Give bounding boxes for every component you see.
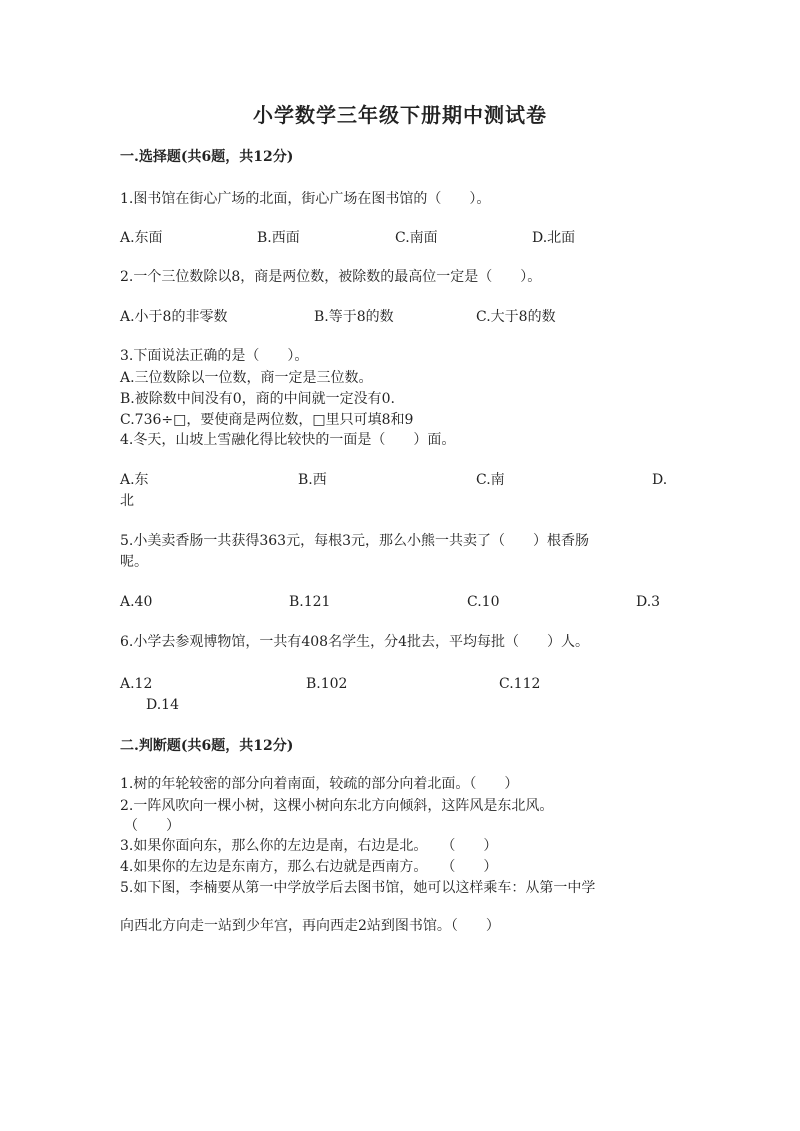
tf-item-3: 3.如果你面向东，那么你的左边是南，右边是北。 （ ）: [120, 838, 498, 854]
q5-option-a[interactable]: A.40: [120, 594, 153, 610]
tf-item-1: 1.树的年轮较密的部分向着南面，较疏的部分向着北面。（ ）: [120, 776, 519, 792]
tf-item-2: 2.一阵风吹向一棵小树，这棵小树向东北方向倾斜，这阵风是东北风。: [120, 798, 554, 814]
q3-option-c[interactable]: C.736÷□，要使商是两位数，□里只可填8和9: [120, 412, 414, 428]
q4-option-b[interactable]: B.西: [298, 472, 327, 488]
q4-option-d[interactable]: D.: [652, 472, 668, 488]
q1-option-d[interactable]: D.北面: [532, 230, 576, 246]
section-2-heading: 二.判断题(共6题，共12分): [120, 738, 294, 754]
q4-option-c[interactable]: C.南: [476, 472, 505, 488]
q6-option-a[interactable]: A.12: [120, 676, 153, 692]
q2-option-a[interactable]: A.小于8的非零数: [120, 309, 228, 325]
q4-stem: 4.冬天，山坡上雪融化得比较快的一面是（ ）面。: [120, 432, 456, 448]
q3-option-b[interactable]: B.被除数中间没有0，商的中间就一定没有0.: [120, 391, 396, 407]
tf-item-5: 5.如下图，李楠要从第一中学放学后去图书馆，她可以这样乘车：从第一中学: [120, 880, 596, 896]
q1-option-a[interactable]: A.东面: [120, 230, 163, 246]
q5-option-d[interactable]: D.3: [636, 594, 661, 610]
page-title: 小学数学三年级下册期中测试卷: [253, 103, 547, 127]
q6-option-d[interactable]: D.14: [146, 697, 179, 713]
q2-stem: 2.一个三位数除以8，商是两位数，被除数的最高位一定是（ ）。: [120, 269, 542, 285]
q4-option-a[interactable]: A.东: [120, 472, 149, 488]
q3-option-a[interactable]: A.三位数除以一位数，商一定是三位数。: [120, 370, 373, 386]
tf-item-5-cont: 向西北方向走一站到少年宫，再向西走2站到图书馆。（ ）: [120, 918, 500, 934]
q6-stem: 6.小学去参观博物馆，一共有408名学生，分4批去，平均每批（ ）人。: [120, 634, 589, 650]
q1-option-b[interactable]: B.西面: [257, 230, 300, 246]
tf-item-4: 4.如果你的左边是东南方，那么右边就是西南方。 （ ）: [120, 859, 498, 875]
q1-stem: 1.图书馆在街心广场的北面，街心广场在图书馆的（ ）。: [120, 191, 491, 207]
q3-stem: 3.下面说法正确的是（ ）。: [120, 348, 309, 364]
q2-option-c[interactable]: C.大于8的数: [476, 309, 556, 325]
section-1-heading: 一.选择题(共6题，共12分): [120, 149, 294, 165]
q5-stem-cont: 呢。: [120, 554, 148, 570]
q6-option-c[interactable]: C.112: [499, 676, 541, 692]
q5-option-c[interactable]: C.10: [467, 594, 500, 610]
tf-item-2-paren: （ ）: [124, 818, 180, 834]
q4-option-d-text: 北: [120, 493, 134, 509]
q5-option-b[interactable]: B.121: [289, 594, 331, 610]
q2-option-b[interactable]: B.等于8的数: [314, 309, 394, 325]
q6-option-b[interactable]: B.102: [306, 676, 348, 692]
q1-option-c[interactable]: C.南面: [395, 230, 438, 246]
q5-stem: 5.小美卖香肠一共获得363元，每根3元，那么小熊一共卖了（ ）根香肠: [120, 533, 589, 549]
